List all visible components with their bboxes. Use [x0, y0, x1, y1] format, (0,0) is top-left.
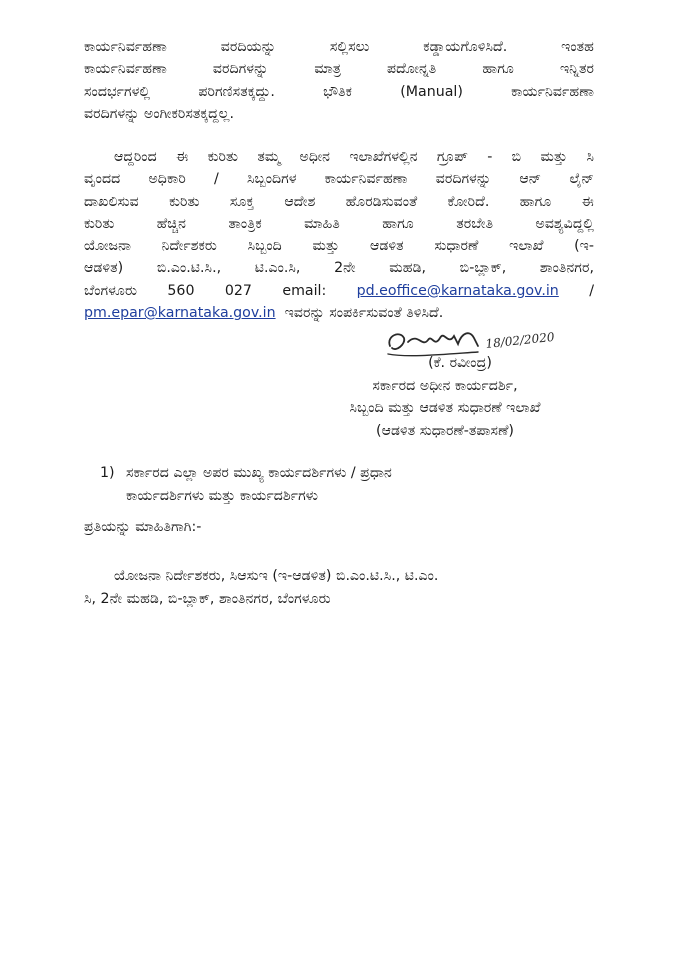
- signature-date: 18/02/2020: [484, 329, 556, 351]
- paragraph-2-line: ವೃಂದದ ಅಧಿಕಾರಿ / ಸಿಬ್ಬಂದಿಗಳ ಕಾರ್ಯನಿರ್ವಹಣಾ ವರದಿಗಳನ್ನು ಆನ್ ಲೈನ್: [84, 171, 594, 188]
- list-item: [100, 462, 570, 507]
- signatory-name: (ಕೆ. ರವೀಂದ್ರ): [428, 355, 492, 371]
- signatory-section: (ಆಡಳಿತ ಸುಧಾರಣೆ-ತಪಾಸಣೆ): [376, 422, 514, 439]
- copy-to-item: [84, 565, 594, 610]
- copy-to-line: ಯೋಜನಾ ನಿರ್ದೇಶಕರು, ಸಿಆಸುಇ (ಇ-ಆಡಳಿತ) ಬಿ.ಎಂ.ಟಿ.ಸಿ., ಟಿ.ಎಂ.: [114, 568, 439, 584]
- paragraph-2: [84, 146, 594, 324]
- copy-to-heading: ಪ್ರತಿಯನ್ನು ಮಾಹಿತಿಗಾಗಿ:-: [84, 519, 202, 535]
- email-link-pm-epar[interactable]: pm.epar@karnataka.gov.in: [84, 305, 276, 322]
- email-link-pd-eoffice[interactable]: pd.eoffice@karnataka.gov.in: [356, 282, 559, 299]
- paragraph-2-contact-text: ಬೆಂಗಳೂರು 560 027 email:: [84, 282, 327, 299]
- signatory-department: ಸಿಬ್ಬಂದಿ ಮತ್ತು ಆಡಳಿತ ಸುಧಾರಣೆ ಇಲಾಖೆ: [349, 400, 541, 416]
- separator-text: /: [589, 282, 594, 299]
- paragraph-2-line: ಆದ್ದರಿಂದ ಈ ಕುರಿತು ತಮ್ಮ ಅಧೀನ ಇಲಾಖೆಗಳಲ್ಲಿನ ಗ್ರೂಪ್ - ಬಿ ಮತ್ತು ಸಿ: [114, 149, 594, 165]
- paragraph-2-line: ಆಡಳಿತ) ಬಿ.ಎಂ.ಟಿ.ಸಿ., ಟಿ.ಎಂ.ಸಿ, 2ನೇ ಮಹಡಿ, ಬಿ-ಬ್ಲಾಕ್, ಶಾಂತಿನಗರ,: [84, 260, 594, 277]
- paragraph-1-line: ಕಾರ್ಯನಿರ್ವಹಣಾ ವರದಿಗಳನ್ನು ಮಾತ್ರ ಪದೋನ್ನತಿ ಹಾಗೂ ಇನ್ನಿತರ: [84, 61, 594, 78]
- paragraph-2-line: ಯೋಜನಾ ನಿರ್ದೇಶಕರು ಸಿಬ್ಬಂದಿ ಮತ್ತು ಆಡಳಿತ ಸುಧಾರಣೆ ಇಲಾಖೆ (ಇ-: [84, 238, 594, 255]
- copy-to-line: ಸಿ, 2ನೇ ಮಹಡಿ, ಬಿ-ಬ್ಲಾಕ್, ಶಾಂತಿನಗರ, ಬೆಂಗಳೂರು: [84, 590, 331, 607]
- list-number: 1): [100, 465, 115, 481]
- paragraph-1-line: ಕಾರ್ಯನಿರ್ವಹಣಾ ವರದಿಯನ್ನು ಸಲ್ಲಿಸಲು ಕಡ್ಡಾಯಗೊಳಿಸಿದೆ. ಇಂತಹ: [84, 39, 594, 55]
- paragraph-2-line: ದಾಖಲಿಸುವ ಕುರಿತು ಸೂಕ್ತ ಆದೇಶ ಹೊರಡಿಸುವಂತೆ ಕೋರಿದೆ. ಹಾಗೂ ಈ: [84, 193, 594, 210]
- signatory-designation: ಸರ್ಕಾರದ ಅಧೀನ ಕಾರ್ಯದರ್ಶಿ,: [372, 377, 518, 394]
- paragraph-1: [84, 36, 594, 125]
- recipients-list: [100, 462, 570, 507]
- paragraph-2-contact-line: [84, 280, 594, 302]
- paragraph-2-closing-text: ಇವರನ್ನು ಸಂಪರ್ಕಿಸುವಂತೆ ತಿಳಿಸಿದೆ.: [284, 305, 444, 322]
- paragraph-1-line: ಸಂದರ್ಭಗಳಲ್ಲಿ ಪರಿಗಣಿಸತಕ್ಕದ್ದು. ಭೌತಿಕ (Manual) ಕಾರ್ಯನಿರ್ವಹಣಾ: [84, 83, 594, 100]
- recipient-line: ಸರ್ಕಾರದ ಎಲ್ಲಾ ಅಪರ ಮುಖ್ಯ ಕಾರ್ಯದರ್ಶಿಗಳು / ಪ್ರಧಾನ: [126, 465, 392, 481]
- recipient-line: ಕಾರ್ಯದರ್ಶಿಗಳು ಮತ್ತು ಕಾರ್ಯದರ್ಶಿಗಳು: [126, 487, 318, 504]
- signatory-block: [290, 352, 600, 442]
- paragraph-1-line: ವರದಿಗಳನ್ನು ಅಂಗೀಕರಿಸತಕ್ಕದ್ದಲ್ಲ.: [84, 105, 234, 122]
- paragraph-2-line: ಕುರಿತು ಹೆಚ್ಚಿನ ತಾಂತ್ರಿಕ ಮಾಹಿತಿ ಹಾಗೂ ತರಬೇತಿ ಅವಶ್ಯವಿದ್ದಲ್ಲಿ: [84, 215, 594, 232]
